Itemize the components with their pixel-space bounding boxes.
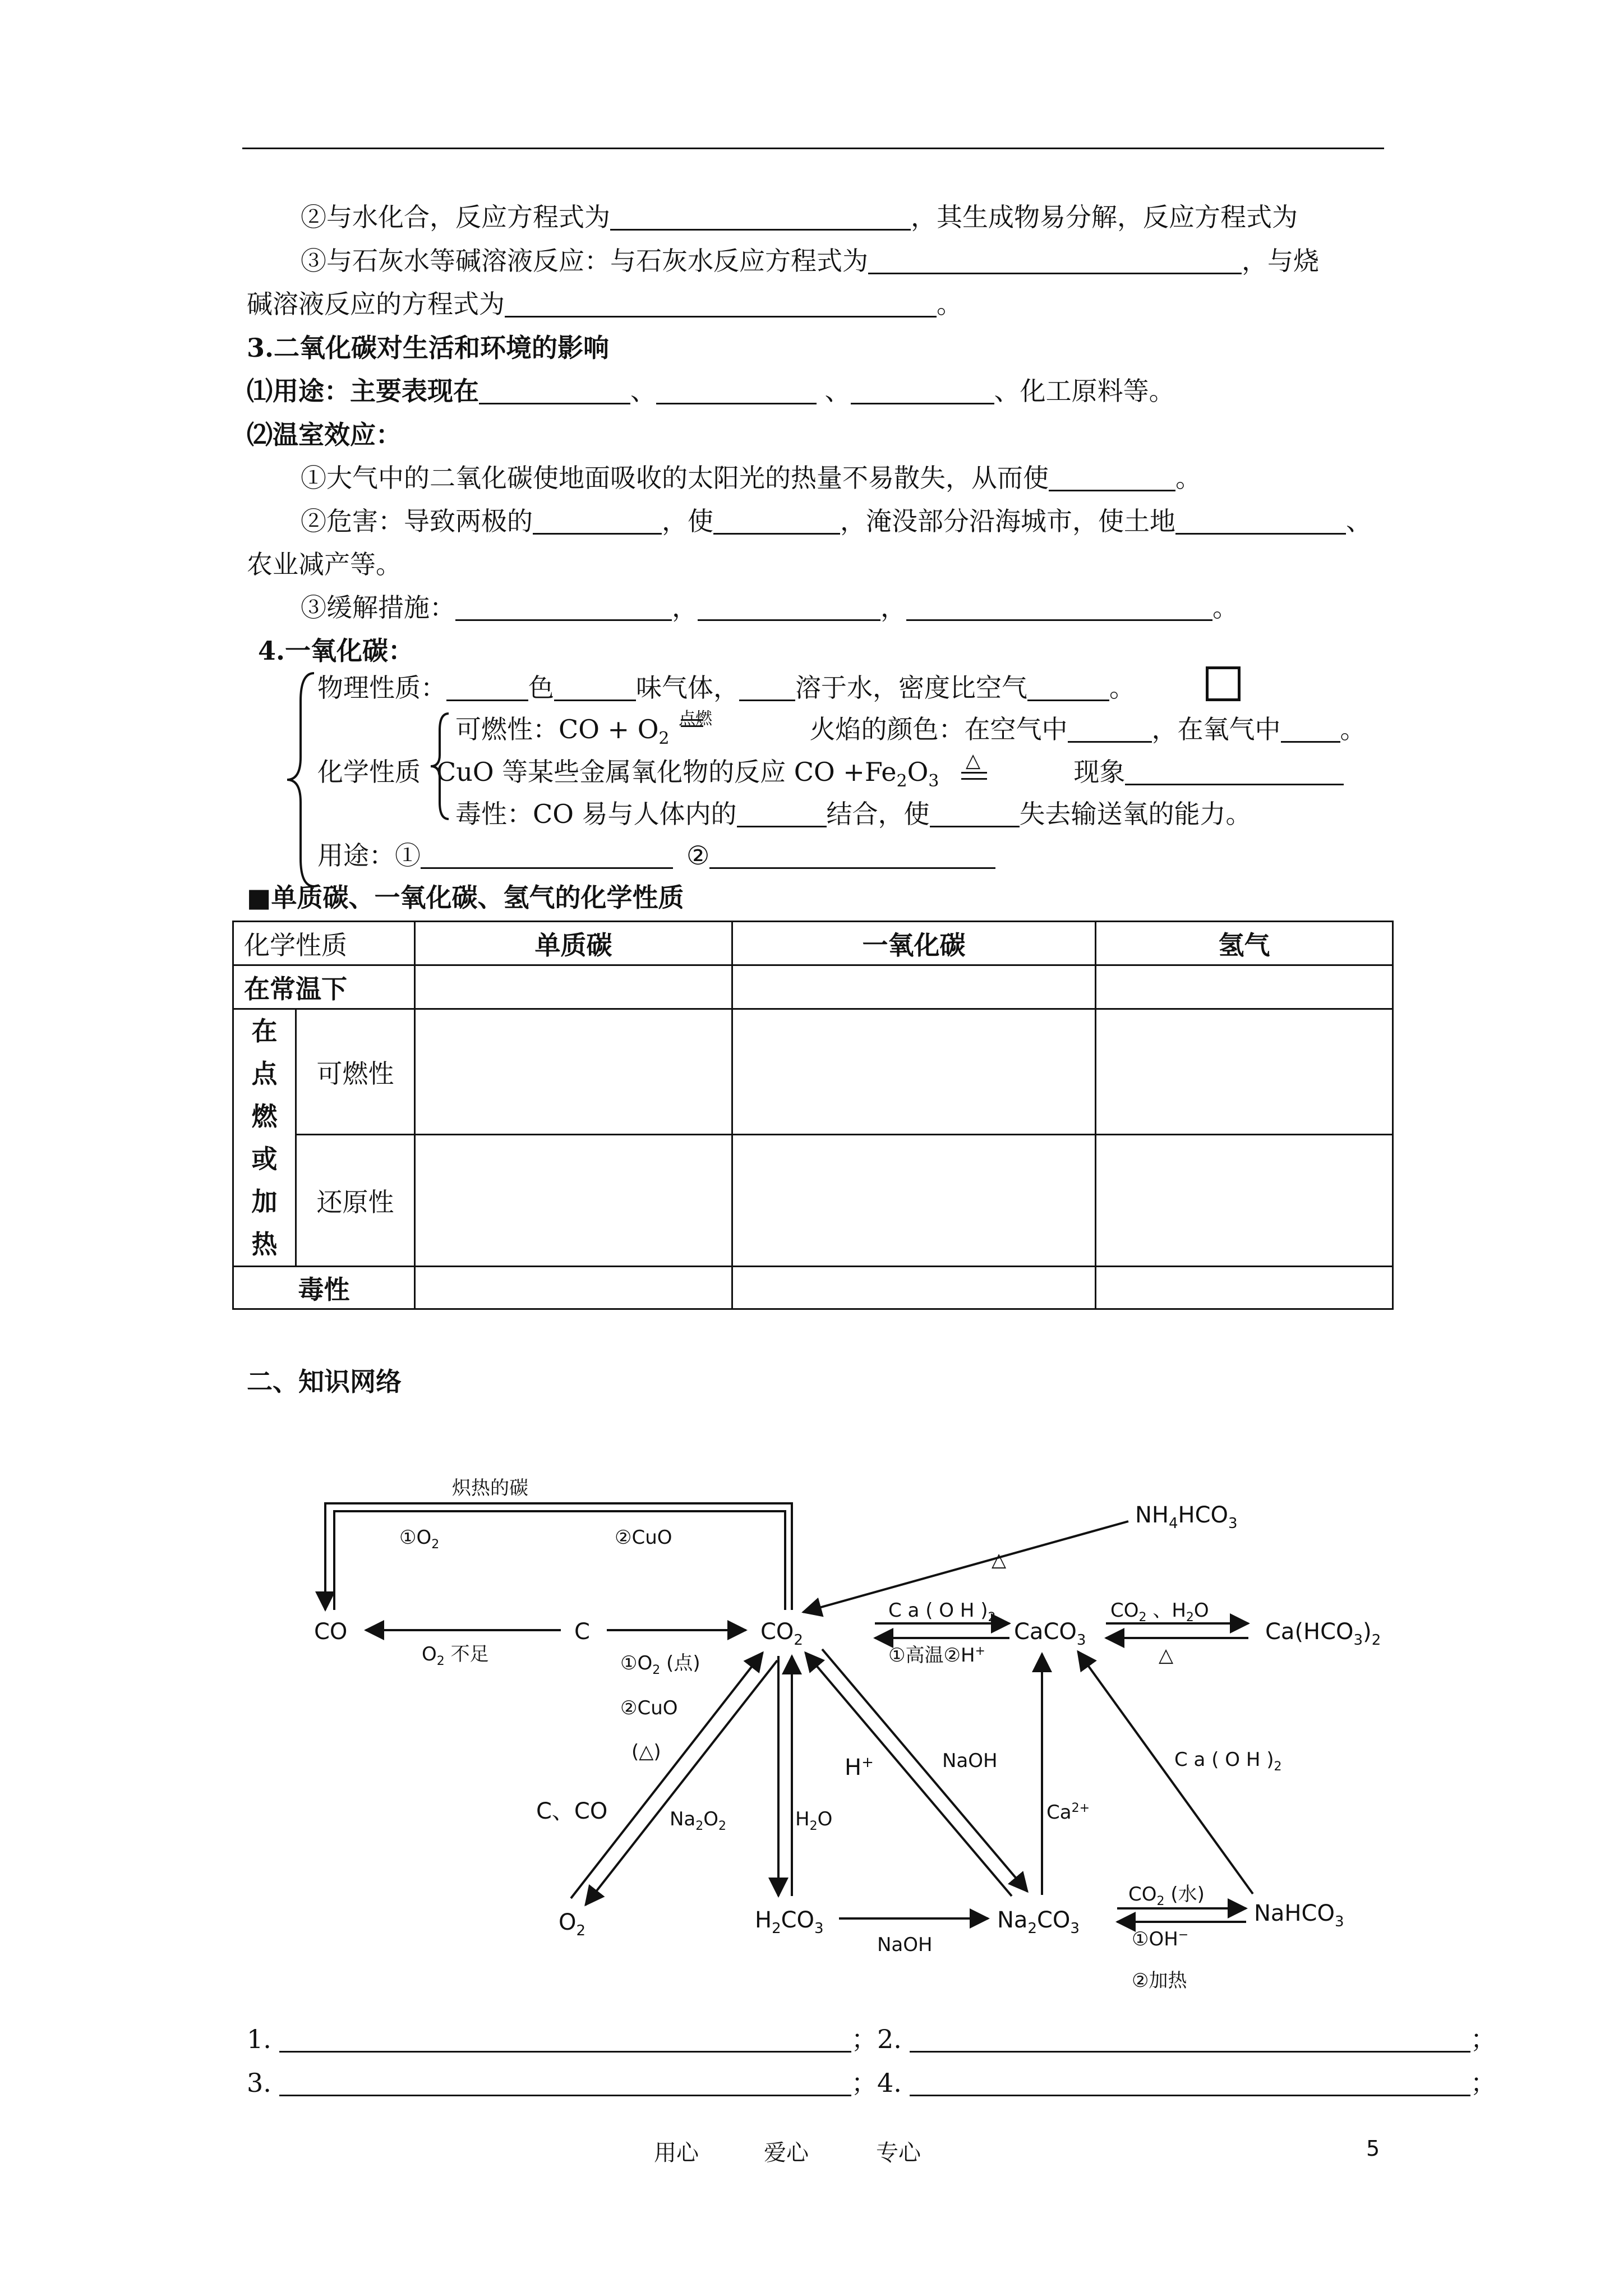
- answer-end: ；: [1470, 2068, 1496, 2098]
- arrow-co2-to-o2: [585, 1660, 777, 1905]
- blank: [739, 675, 795, 701]
- label-ca2plus-main: Ca: [1046, 1801, 1072, 1824]
- group-char: 点: [251, 1059, 278, 1089]
- label-c-to-co2-o2-main: ①O: [620, 1652, 653, 1674]
- blank: [505, 291, 937, 318]
- table-cell: [415, 1135, 732, 1267]
- uses-suffix: 、化工原料等。: [994, 376, 1175, 406]
- co-reduction-line: [436, 759, 1344, 790]
- uses-sep: 、: [630, 376, 656, 406]
- greenhouse-3-prefix: ③缓解措施：: [301, 592, 455, 623]
- node-nahco3-main: NaHCO: [1254, 1901, 1335, 1926]
- answer-number: 3.: [247, 2068, 271, 2098]
- subscript: 3: [1076, 1632, 1086, 1649]
- label-hplus: [845, 1754, 874, 1780]
- row-normal-label: 在常温下: [233, 965, 415, 1009]
- label-h2o-main: H: [795, 1808, 810, 1830]
- table-cell: [732, 1267, 1096, 1309]
- equals-sign: [681, 719, 703, 727]
- node-cahco3: [1265, 1619, 1381, 1649]
- co-heading: 4.一氧化碳：: [258, 636, 414, 666]
- label-co2-water-tail: (水): [1164, 1883, 1205, 1906]
- superscript: 2+: [1071, 1801, 1090, 1815]
- answer-end: ；: [1470, 2024, 1496, 2054]
- table-row-normal: [233, 965, 1393, 1009]
- arrow-na2co3-to-co2: [805, 1653, 1012, 1896]
- table-cell: [732, 965, 1096, 1009]
- label-h2o-tail: O: [817, 1808, 833, 1830]
- node-cahco3-end: ): [1363, 1619, 1372, 1645]
- table-cell: [1096, 1135, 1393, 1267]
- greenhouse-3-sep: ，: [672, 592, 698, 623]
- label-co2-h2o-mid: 、H: [1146, 1599, 1186, 1622]
- header-property: 化学性质: [233, 922, 415, 965]
- answer-line-1: [247, 2026, 877, 2053]
- blank: [421, 843, 673, 869]
- label-na2o2-main: Na: [670, 1808, 696, 1830]
- footer-motto-3: 专心: [876, 2140, 921, 2166]
- subscript: 2: [436, 1654, 445, 1668]
- answer-line-3: [247, 2070, 877, 2096]
- subscript: 3: [1228, 1515, 1238, 1532]
- table-cell: [1096, 965, 1393, 1009]
- answer-line-4: [877, 2070, 1496, 2096]
- label-c-to-co2-o2-tail: (点): [660, 1652, 700, 1674]
- blank: [554, 675, 636, 701]
- node-o2: [559, 1910, 585, 1939]
- answer-number: 4.: [877, 2068, 902, 2098]
- table-header-row: [233, 922, 1393, 965]
- node-h2co3-tail: CO: [781, 1907, 815, 1933]
- line-soda: [247, 291, 962, 318]
- blank: [610, 204, 911, 231]
- label-heating: ②加热: [1132, 1970, 1187, 1992]
- blank: [279, 2026, 851, 2053]
- line-soda-prefix: 碱溶液反应的方程式为: [247, 289, 505, 319]
- uses-sep: 、: [817, 376, 851, 406]
- label-c-to-co2-heat: (△): [631, 1741, 661, 1763]
- label-caco3-decomp-main: ①高温②H: [888, 1644, 975, 1667]
- toxicity-mid: 结合，使: [826, 799, 930, 829]
- co-toxicity-line: [455, 801, 1252, 827]
- label-naoh-diag: NaOH: [942, 1750, 998, 1772]
- label-caoh2-top: [888, 1599, 995, 1625]
- co-uses-second: ②: [686, 840, 710, 871]
- blank: [910, 2026, 1470, 2053]
- label-nh4-heat: △: [992, 1549, 1007, 1571]
- blank: [713, 508, 840, 535]
- arrow-nh4hco3-to-co2: [803, 1521, 1128, 1612]
- line-water-middle: ，其生成物易分解，反应方程式为: [911, 202, 1298, 232]
- label-top-cuo: ②CuO: [615, 1526, 672, 1549]
- blank: [279, 2070, 851, 2096]
- label-na2o2-mid: O: [703, 1808, 719, 1830]
- greenhouse-2-sep: ，使: [662, 506, 713, 536]
- node-na2co3-tail: CO: [1036, 1907, 1071, 1933]
- physical-color: 色: [528, 673, 554, 703]
- node-cahco3-main: Ca(HCO: [1265, 1619, 1354, 1645]
- physical-prefix: 物理性质：: [317, 673, 446, 703]
- group-char: 燃: [251, 1101, 278, 1131]
- subscript: 2: [1274, 1760, 1282, 1774]
- line-limewater-suffix: ，与烧: [1242, 246, 1319, 276]
- label-co2-h2o-main: CO: [1110, 1599, 1139, 1622]
- label-c-to-co2-o2: [620, 1652, 700, 1677]
- node-caco3-main: CaCO: [1014, 1619, 1077, 1645]
- label-top-o2: [399, 1526, 439, 1552]
- subscript: 2: [896, 771, 907, 792]
- row-reduction-label: 还原性: [296, 1135, 415, 1267]
- co-chemical-label: 化学性质: [317, 757, 421, 787]
- label-h2o: [795, 1808, 832, 1833]
- greenhouse-line-2: [301, 508, 1372, 535]
- blank: [868, 248, 1242, 274]
- subscript: 2: [718, 1819, 727, 1833]
- physical-odor: 味气体，: [636, 673, 739, 703]
- subscript: 3: [1334, 1913, 1344, 1930]
- label-caoh2-right-main: C a ( O H ): [1174, 1749, 1274, 1771]
- label-o2-insufficient-main: O: [422, 1643, 437, 1665]
- table-cell: [1096, 1009, 1393, 1135]
- node-co: CO: [314, 1619, 348, 1645]
- answer-end: ；: [851, 2068, 877, 2098]
- label-na2o2: [670, 1808, 726, 1833]
- blank: [906, 595, 1212, 621]
- blank: [479, 378, 630, 404]
- blank: [1049, 465, 1175, 491]
- co-uses-line: [317, 840, 995, 871]
- subscript: 2: [695, 1819, 704, 1833]
- group-char: 在: [251, 1016, 278, 1046]
- label-hplus-main: H: [845, 1755, 862, 1780]
- subscript: 2: [988, 1611, 996, 1625]
- square-box: [1206, 666, 1241, 701]
- node-co2: [760, 1619, 803, 1649]
- line-water: [301, 204, 1298, 231]
- greenhouse-1-suffix: 。: [1175, 463, 1201, 493]
- subscript: 2: [794, 1632, 803, 1649]
- table-row-combustible: [233, 1009, 1393, 1135]
- knowledge-network-diagram: [0, 1436, 1623, 2031]
- group-char: 热: [251, 1229, 278, 1259]
- node-nh4hco3-main: NH: [1135, 1502, 1169, 1528]
- combustible-end: 。: [1340, 714, 1366, 744]
- label-c-co: C、CO: [536, 1798, 608, 1824]
- uses-line: [247, 378, 1175, 404]
- subscript: 2: [576, 1922, 586, 1939]
- blank: [1027, 675, 1109, 701]
- label-caoh2-top-main: C a ( O H ): [888, 1599, 988, 1622]
- reduction-phenomenon: 现象: [1073, 757, 1126, 787]
- reduction-prefix: CuO 等某些金属氧化物的反应 CO +Fe: [436, 757, 897, 787]
- superscript: +: [861, 1754, 874, 1771]
- label-caco3-decomp: [888, 1644, 985, 1667]
- heat-condition: △: [966, 749, 981, 772]
- oxygen-symbol: O: [907, 757, 929, 787]
- blank: [737, 801, 827, 827]
- toxicity-prefix: 毒性：CO 易与人体内的: [455, 799, 737, 829]
- line-limewater: [301, 248, 1319, 274]
- row-group-label: [233, 1009, 296, 1267]
- header-co: 一氧化碳: [732, 922, 1096, 965]
- subscript: 2: [1138, 1611, 1147, 1625]
- footer-motto-1: 用心: [654, 2140, 699, 2166]
- answer-number: 1.: [247, 2024, 271, 2054]
- subscript: 2: [652, 1663, 661, 1677]
- blank: [656, 378, 817, 404]
- greenhouse-3-sep: ，: [880, 592, 906, 623]
- blank: [910, 2070, 1470, 2096]
- subscript: 3: [814, 1920, 824, 1937]
- greenhouse-2-prefix: ②危害：导致两极的: [301, 506, 533, 536]
- node-nahco3: [1254, 1901, 1344, 1930]
- ignite-condition: 点燃: [679, 709, 712, 729]
- subscript: 3: [1070, 1920, 1080, 1937]
- line-soda-suffix: 。: [937, 289, 962, 319]
- combustible-flame: 火焰的颜色：在空气中: [809, 714, 1068, 744]
- blank: [698, 595, 880, 621]
- co-physical-line: [317, 675, 1135, 701]
- greenhouse-3-suffix: 。: [1212, 592, 1238, 623]
- arrow-o2-to-co2: [571, 1653, 763, 1898]
- row-combustible-label: 可燃性: [296, 1009, 415, 1135]
- answer-end: ；: [851, 2024, 877, 2054]
- label-cahco3-heat: △: [1159, 1644, 1174, 1667]
- table-row-toxicity: [233, 1267, 1393, 1309]
- blank: [851, 378, 994, 404]
- blank: [1125, 759, 1344, 785]
- label-ca2plus: [1046, 1801, 1090, 1824]
- label-o2-insufficient-tail: 不足: [444, 1643, 489, 1665]
- co-uses-prefix: 用途：①: [317, 840, 421, 871]
- equals-sign: [961, 772, 987, 780]
- label-ohminus-main: ①OH: [1132, 1928, 1178, 1950]
- answer-number: 2.: [877, 2024, 902, 2054]
- greenhouse-heading: ⑵温室效应：: [247, 420, 402, 450]
- subscript: 2: [1186, 1611, 1194, 1625]
- label-o2-insufficient: [422, 1643, 489, 1668]
- properties-table: [232, 921, 1394, 1310]
- label-c-to-co2-cuo: ②CuO: [620, 1697, 678, 1719]
- influence-heading: 3.二氧化碳对生活和环境的影响: [247, 333, 610, 363]
- table-row-reduction: [233, 1135, 1393, 1267]
- line-limewater-prefix: ③与石灰水等碱溶液反应：与石灰水反应方程式为: [301, 246, 868, 276]
- uses-prefix: ⑴用途：主要表现在: [247, 376, 479, 406]
- table-cell: [732, 1009, 1096, 1135]
- label-top-o2-main: ①O: [399, 1526, 432, 1549]
- superscript: −: [1178, 1928, 1189, 1942]
- table-cell: [415, 965, 732, 1009]
- physical-end: 。: [1109, 673, 1135, 703]
- subscript: 4: [1169, 1515, 1178, 1532]
- combustible-oxygen: ，在氧气中: [1151, 714, 1281, 744]
- greenhouse-line-1: [301, 465, 1201, 491]
- arrow-nahco3-to-caco3: [1078, 1651, 1253, 1894]
- node-nh4hco3: [1135, 1502, 1238, 1532]
- label-caoh2-right: [1174, 1749, 1281, 1774]
- node-c: C: [574, 1619, 590, 1645]
- label-hot-carbon: 炽热的碳: [452, 1477, 528, 1499]
- header-rule: [242, 148, 1384, 149]
- blank: [446, 675, 528, 701]
- subscript: 3: [928, 771, 939, 792]
- label-co2-water: [1128, 1883, 1205, 1908]
- blank: [930, 801, 1020, 827]
- greenhouse-1-prefix: ①大气中的二氧化碳使地面吸收的太阳光的热量不易散失，从而使: [301, 463, 1049, 493]
- greenhouse-2-suffix: 、: [1346, 506, 1372, 536]
- subscript: 2: [1371, 1632, 1381, 1649]
- label-co2-h2o: [1110, 1599, 1209, 1625]
- node-na2co3: [997, 1907, 1080, 1937]
- table-cell: [415, 1267, 732, 1309]
- blank: [1281, 716, 1340, 743]
- row-toxicity-label: 毒性: [233, 1267, 415, 1309]
- node-h2co3-main: H: [755, 1907, 772, 1933]
- subscript: 2: [809, 1819, 818, 1833]
- subscript: 2: [772, 1920, 781, 1937]
- subscript: 3: [1353, 1632, 1363, 1649]
- table-cell: [1096, 1267, 1393, 1309]
- node-co2-main: CO: [760, 1619, 794, 1645]
- subscript: 2: [658, 729, 670, 749]
- table-cell: [732, 1135, 1096, 1267]
- group-char: 或: [251, 1144, 278, 1174]
- table-title: ■单质碳、一氧化碳、氢气的化学性质: [247, 882, 684, 913]
- subscript: 2: [1156, 1894, 1165, 1908]
- line-water-prefix: ②与水化合，反应方程式为: [301, 202, 610, 232]
- blank: [533, 508, 662, 535]
- label-naoh-bottom: NaOH: [877, 1934, 933, 1956]
- combustible-prefix: 可燃性：CO + O: [455, 714, 659, 744]
- header-carbon: 单质碳: [415, 922, 732, 965]
- subscript: 2: [1027, 1920, 1037, 1937]
- greenhouse-2-sep: ，淹没部分沿海城市，使土地: [840, 506, 1175, 536]
- arrow-loop-outer: [325, 1503, 792, 1610]
- physical-solubility: 溶于水，密度比空气: [795, 673, 1027, 703]
- table-cell: [415, 1009, 732, 1135]
- subscript: 2: [431, 1538, 440, 1552]
- greenhouse-line-3: [301, 592, 1238, 623]
- node-o2-main: O: [559, 1910, 577, 1935]
- page-number: 5: [1366, 2136, 1380, 2161]
- answer-line-2: [877, 2026, 1496, 2053]
- label-co2-h2o-tail: O: [1193, 1599, 1209, 1622]
- header-hydrogen: 氢气: [1096, 922, 1393, 965]
- blank: [1175, 508, 1346, 535]
- blank: [709, 843, 995, 869]
- superscript: +: [975, 1644, 985, 1658]
- node-na2co3-main: Na: [997, 1907, 1028, 1933]
- co-combustible-line: [455, 716, 1366, 747]
- blank: [455, 595, 672, 621]
- network-heading: 二、知识网络: [247, 1366, 402, 1397]
- group-char: 加: [251, 1186, 278, 1217]
- blank: [1068, 716, 1152, 743]
- label-co2-water-main: CO: [1128, 1883, 1157, 1906]
- node-h2co3: [755, 1907, 824, 1937]
- toxicity-end: 失去输送氧的能力。: [1019, 799, 1252, 829]
- footer-motto-2: 爱心: [764, 2140, 809, 2166]
- node-caco3: [1014, 1619, 1086, 1649]
- greenhouse-line-2b: 农业减产等。: [247, 549, 402, 579]
- label-ohminus: [1132, 1928, 1188, 1950]
- node-nh4hco3-tail: HCO: [1178, 1502, 1229, 1528]
